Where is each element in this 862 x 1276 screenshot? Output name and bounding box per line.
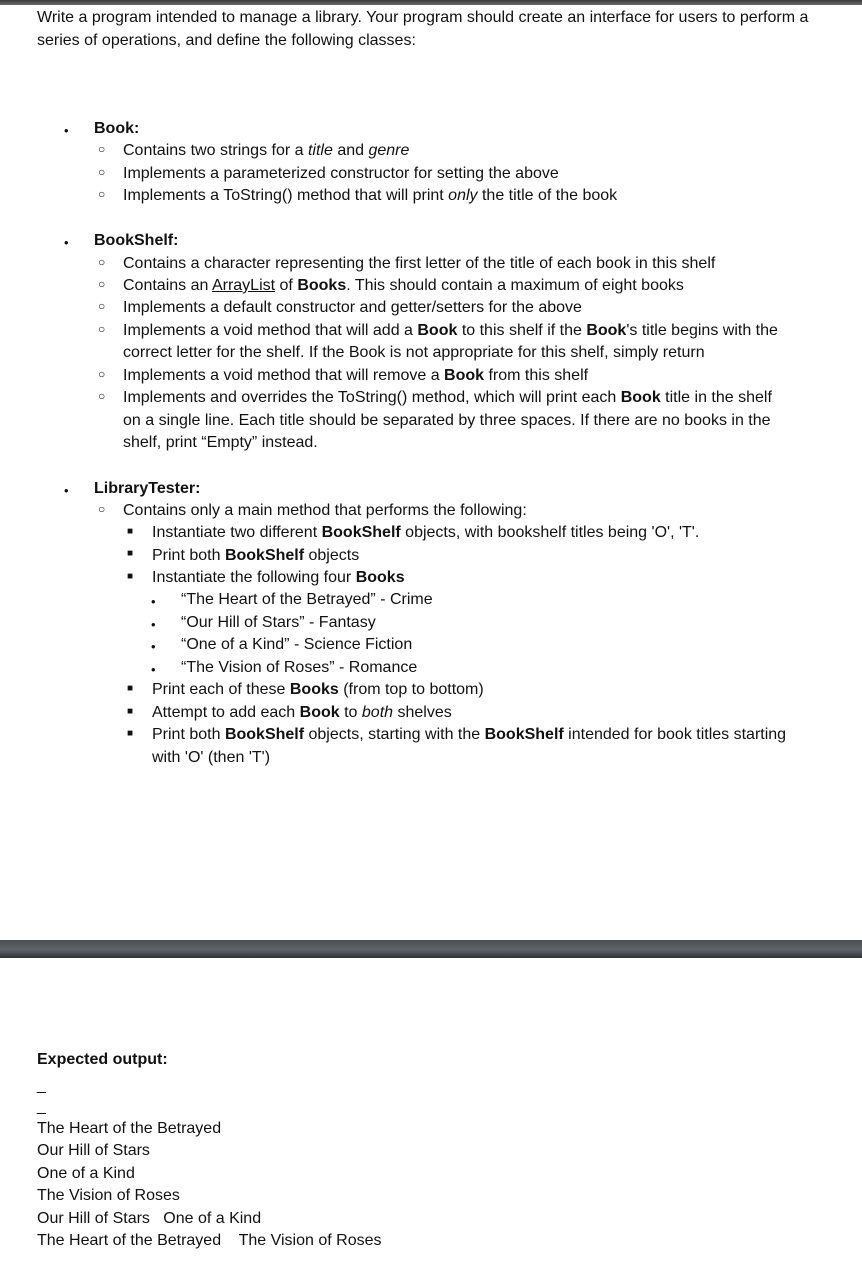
bookshelf-item-5: Implements a void method that will remove a Book from this shelf: [123, 367, 589, 384]
bullet-square: ■: [127, 683, 134, 694]
bookshelf-item-1: Contains a character representing the first letter of the title of each book in this shelf: [123, 255, 716, 272]
tester-step-4: Print each of these Books (from top to bottom): [152, 681, 484, 698]
bullet-square: ■: [127, 548, 134, 559]
expected-output-heading: Expected output:: [37, 1051, 168, 1068]
bookshelf-heading: BookShelf:: [94, 232, 179, 249]
book-entry-4: “The Vision of Roses” - Romance: [181, 659, 418, 676]
bookshelf-item-2: Contains an ArrayList of Books. This should contain a maximum of eight books: [123, 277, 684, 294]
bullet-square: ■: [127, 706, 134, 717]
bullet-tester: •: [64, 483, 69, 498]
bullet-dot: •: [151, 617, 156, 632]
output-line-3: The Heart of the Betrayed: [37, 1120, 222, 1137]
bullet-circle: ○: [98, 502, 106, 516]
bullet-circle: ○: [98, 255, 106, 269]
output-line-4: Our Hill of Stars: [37, 1142, 150, 1159]
output-line-7: Our Hill of Stars One of a Kind: [37, 1210, 262, 1227]
bullet-bookshelf: •: [64, 235, 69, 250]
tester-step-6: Print both BookShelf objects, starting with the BookShelf intended for book titles starting: [152, 726, 787, 743]
bullet-square: ■: [127, 571, 134, 582]
output-line-6: The Vision of Roses: [37, 1187, 180, 1204]
page-2: [0, 958, 862, 1276]
bullet-dot: •: [151, 639, 156, 654]
bookshelf-item-3: Implements a default constructor and getter/setters for the above: [123, 299, 582, 316]
book-item-3: Implements a ToString() method that will print only the title of the book: [123, 187, 618, 204]
bullet-circle: ○: [98, 322, 106, 336]
bullet-circle: ○: [98, 142, 106, 156]
tester-item-1: Contains only a main method that performs the following:: [123, 502, 527, 519]
bullet-dot: •: [151, 662, 156, 677]
tester-step-6-cont: with 'O' (then 'T'): [152, 749, 271, 766]
tester-step-1: Instantiate two different BookShelf objects, with bookshelf titles being 'O', 'T'.: [152, 524, 700, 541]
bookshelf-item-6-cont-2: shelf, print “Empty” instead.: [123, 434, 318, 451]
output-line-2: _: [37, 1098, 46, 1115]
tester-step-2: Print both BookShelf objects: [152, 547, 360, 564]
output-line-5: One of a Kind: [37, 1165, 135, 1182]
bookshelf-item-6-cont-1: on a single line. Each title should be separated by three spaces. If there are no books in the: [123, 412, 771, 429]
intro-paragraph: Write a program intended to manage a library. Your program should create an interface for users to perform a series of operations, and define the following classes:: [37, 9, 809, 49]
tester-step-5: Attempt to add each Book to both shelves: [152, 704, 452, 721]
bullet-square: ■: [127, 728, 134, 739]
bullet-circle: ○: [98, 299, 106, 313]
bullet-circle: ○: [98, 277, 106, 291]
bookshelf-item-4: Implements a void method that will add a Book to this shelf if the Book's title begins with the: [123, 322, 778, 339]
page-1: [0, 5, 862, 940]
bookshelf-item-4-cont: correct letter for the shelf. If the Book is not appropriate for this shelf, simply return: [123, 344, 705, 361]
output-line-8: The Heart of the Betrayed The Vision of Roses: [37, 1232, 382, 1249]
bookshelf-item-6: Implements and overrides the ToString() method, which will print each Book title in the shelf: [123, 389, 772, 406]
output-line-1: _: [37, 1077, 46, 1094]
book-entry-1: “The Heart of the Betrayed” - Crime: [181, 591, 433, 608]
tester-heading: LibraryTester:: [94, 480, 201, 497]
book-item-2: Implements a parameterized constructor for setting the above: [123, 165, 559, 182]
book-entry-3: “One of a Kind” - Science Fiction: [181, 636, 413, 653]
bullet-book: •: [64, 123, 69, 138]
page-separator: [0, 940, 862, 958]
bullet-circle: ○: [98, 367, 106, 381]
tester-step-3: Instantiate the following four Books: [152, 569, 405, 586]
bullet-square: ■: [127, 526, 134, 537]
bullet-circle: ○: [98, 389, 106, 403]
bullet-dot: •: [151, 594, 156, 609]
book-item-1: Contains two strings for a title and genre: [123, 142, 410, 159]
book-heading: Book:: [94, 120, 140, 137]
bullet-circle: ○: [98, 165, 106, 179]
bullet-circle: ○: [98, 187, 106, 201]
book-entry-2: “Our Hill of Stars” - Fantasy: [181, 614, 376, 631]
